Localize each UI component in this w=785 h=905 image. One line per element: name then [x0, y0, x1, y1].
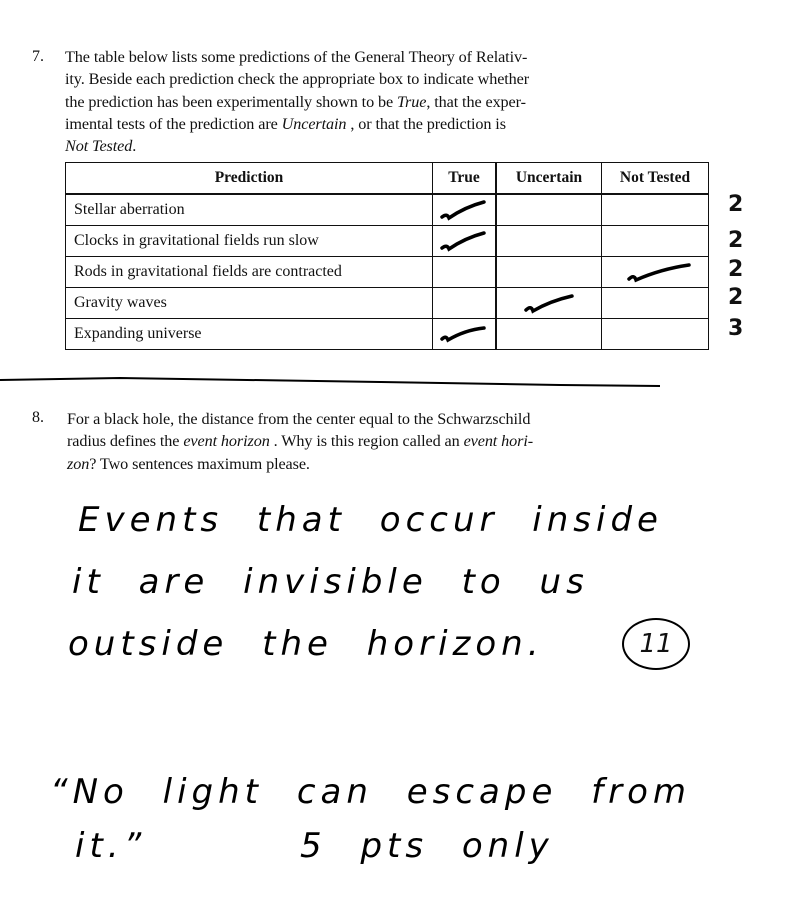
checkmark-icon	[522, 292, 576, 314]
question-8-prompt	[67, 408, 707, 475]
checkbox-uncertain[interactable]	[496, 319, 602, 350]
checkbox-true[interactable]	[433, 226, 497, 257]
table-header-row	[66, 163, 709, 195]
checkmark-icon	[439, 230, 489, 252]
checkbox-uncertain[interactable]	[496, 226, 602, 257]
header-true: True	[433, 163, 497, 195]
prompt-line: imental tests of the prediction are Uncertain , or that the prediction is	[65, 114, 506, 133]
prediction-label: Stellar aberration	[66, 194, 433, 226]
checkbox-uncertain[interactable]	[496, 257, 602, 288]
prediction-label: Expanding universe	[66, 319, 433, 350]
checkbox-true[interactable]	[433, 288, 497, 319]
table-row	[66, 194, 709, 226]
row-score: 2	[728, 257, 744, 282]
header-not-tested: Not Tested	[602, 163, 709, 195]
checkbox-not-tested[interactable]	[602, 194, 709, 226]
row-score: 2	[728, 285, 744, 310]
prompt-line: the prediction has been experimentally shown to be True, that the exper-	[65, 92, 526, 111]
handwritten-answer-line: it are invisible to us	[72, 562, 589, 602]
question-8-number: 8.	[32, 409, 44, 426]
checkbox-not-tested[interactable]	[602, 226, 709, 257]
prediction-label: Rods in gravitational fields are contracted	[66, 257, 433, 288]
section-divider	[0, 370, 660, 390]
header-uncertain: Uncertain	[496, 163, 602, 195]
handwritten-answer-line: Events that occur inside	[78, 500, 663, 540]
checkbox-not-tested[interactable]	[602, 257, 709, 288]
handwritten-answer-line: outside the horizon.	[68, 624, 544, 664]
grader-note-line: “No light can escape from	[50, 772, 692, 812]
prediction-label: Clocks in gravitational fields run slow	[66, 226, 433, 257]
prompt-line: ity. Beside each prediction check the appropriate box to indicate whether	[65, 70, 530, 89]
checkbox-true[interactable]	[433, 319, 497, 350]
checkmark-icon	[439, 323, 489, 345]
prompt-line: For a black hole, the distance from the center equal to the Schwarzschild	[67, 410, 531, 428]
prediction-label: Gravity waves	[66, 288, 433, 319]
table-row	[66, 288, 709, 319]
row-score: 3	[728, 316, 744, 341]
grader-note-line: it.”	[75, 826, 147, 866]
prompt-line: zon? Two sentences maximum please.	[67, 454, 310, 473]
prompt-line: Not Tested.	[65, 137, 137, 156]
row-score: 2	[728, 228, 744, 253]
table-row	[66, 319, 709, 350]
question-7-number: 7.	[32, 48, 44, 65]
checkbox-uncertain[interactable]	[496, 288, 602, 319]
predictions-table	[65, 162, 709, 350]
checkbox-not-tested[interactable]	[602, 319, 709, 350]
checkbox-not-tested[interactable]	[602, 288, 709, 319]
checkmark-icon	[625, 261, 695, 283]
table-row	[66, 257, 709, 288]
checkbox-uncertain[interactable]	[496, 194, 602, 226]
question-7-prompt	[65, 46, 705, 157]
prompt-line: radius defines the event horizon . Why is this region called an event hori-	[67, 432, 534, 451]
checkbox-true[interactable]	[433, 257, 497, 288]
grader-points-note: 5 pts only	[300, 826, 554, 866]
table-row	[66, 226, 709, 257]
checkmark-icon	[439, 199, 489, 221]
row-score: 2	[728, 192, 744, 217]
prompt-line: The table below lists some predictions of the General Theory of Relativ-	[65, 48, 528, 66]
header-prediction: Prediction	[66, 163, 433, 195]
circled-score: 11	[622, 618, 690, 670]
checkbox-true[interactable]	[433, 194, 497, 226]
